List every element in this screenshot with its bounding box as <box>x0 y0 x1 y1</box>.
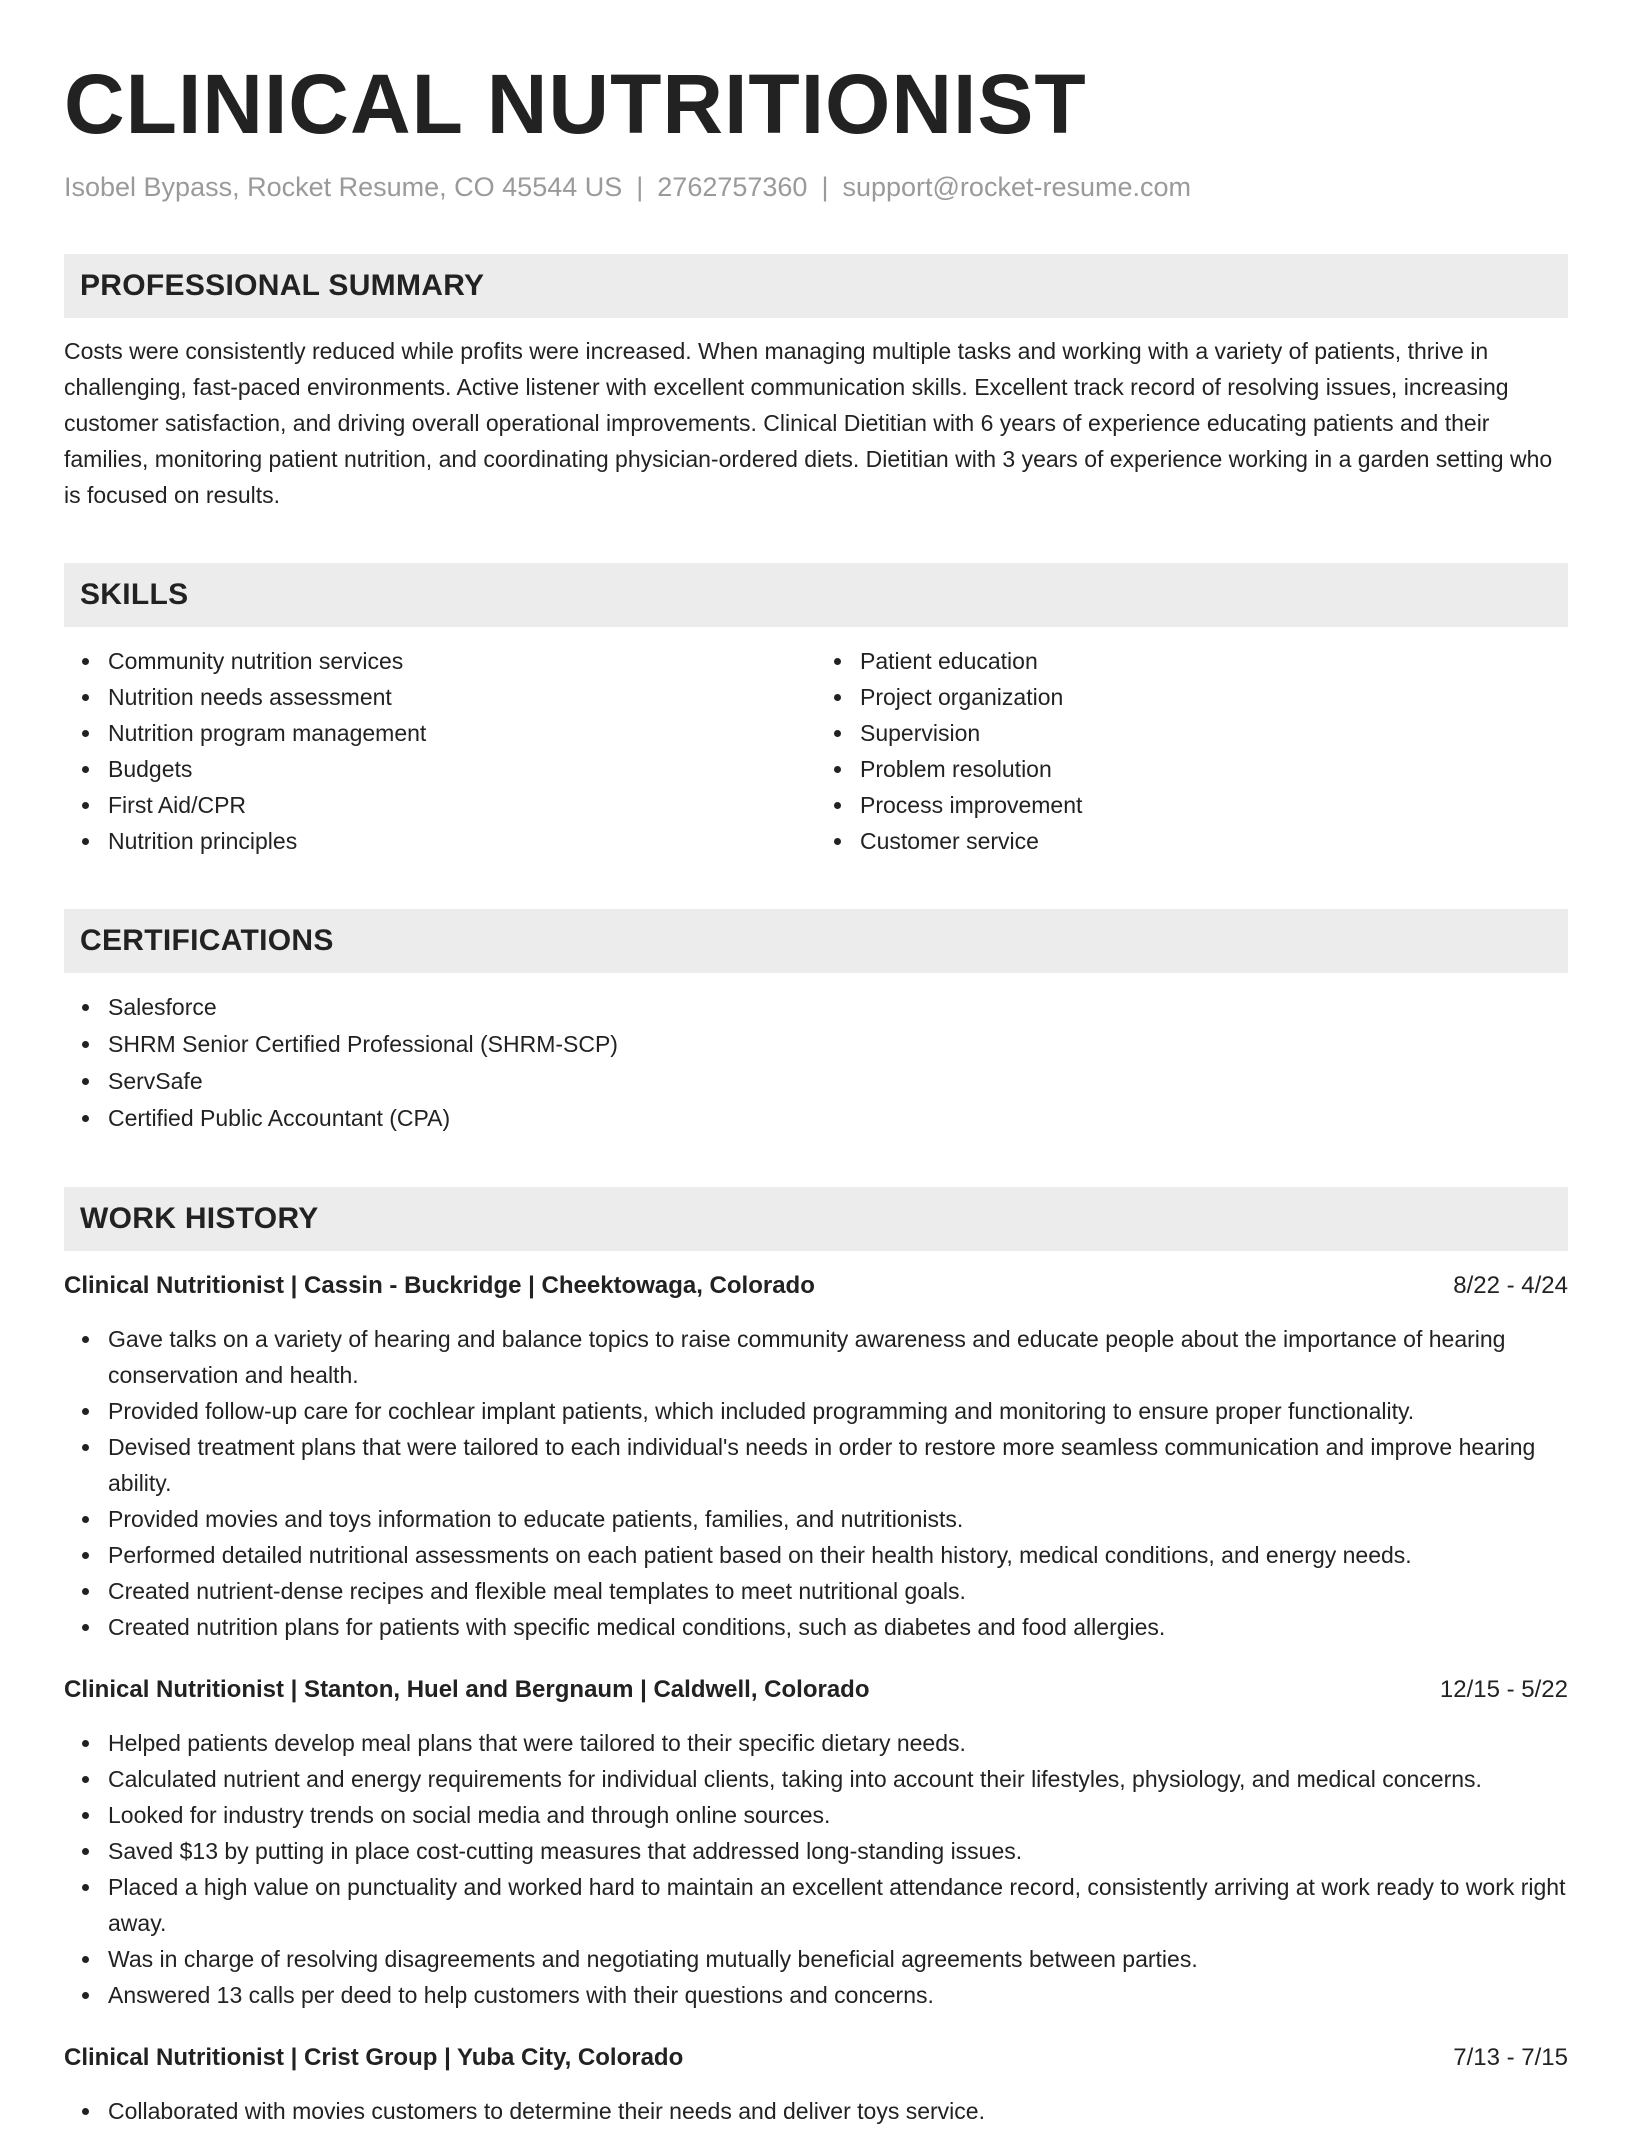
contact-line <box>64 170 1568 204</box>
job-bullet: Calculated nutrient and energy requirements for individual clients, taking into account their lifestyles, physiology, and medical concerns. <box>108 1761 1568 1797</box>
job-header <box>64 1269 1568 1303</box>
skill-item: First Aid/CPR <box>108 787 816 823</box>
contact-email: support@rocket-resume.com <box>842 172 1191 202</box>
skill-item: Process improvement <box>860 787 1568 823</box>
certification-item: Salesforce <box>108 989 1568 1026</box>
job-bullet: Collaborated with movies customers to determine their needs and deliver toys service. <box>108 2093 1568 2129</box>
job-header <box>64 2041 1568 2075</box>
job-title: Clinical Nutritionist | Cassin - Buckridge | Cheektowaga, Colorado <box>64 1272 815 1299</box>
skill-item: Nutrition needs assessment <box>108 679 816 715</box>
section-heading-skills: SKILLS <box>64 563 1568 627</box>
certification-item: SHRM Senior Certified Professional (SHRM-SCP) <box>108 1026 1568 1063</box>
contact-separator: | <box>636 172 644 202</box>
skills-list-left <box>64 643 816 859</box>
job-entry <box>64 2041 1568 2129</box>
job-title: Clinical Nutritionist | Stanton, Huel and Bergnaum | Caldwell, Colorado <box>64 1676 870 1703</box>
job-bullet: Performed detailed nutritional assessments on each patient based on their health history, medical conditions, and energy needs. <box>108 1537 1568 1573</box>
candidate-title: CLINICAL NUTRITIONIST <box>64 57 1087 151</box>
job-entry <box>64 1673 1568 2013</box>
contact-address: Isobel Bypass, Rocket Resume, CO 45544 US <box>64 172 623 202</box>
contact-phone: 2762757360 <box>657 172 808 202</box>
skill-item: Budgets <box>108 751 816 787</box>
certifications-list <box>64 989 1568 1137</box>
job-bullets <box>64 2093 1568 2129</box>
contact-separator: | <box>821 172 829 202</box>
skill-item: Patient education <box>860 643 1568 679</box>
job-bullet: Looked for industry trends on social media and through online sources. <box>108 1797 1568 1833</box>
skill-item: Customer service <box>860 823 1568 859</box>
job-bullet: Helped patients develop meal plans that were tailored to their specific dietary needs. <box>108 1725 1568 1761</box>
section-heading-work-history: WORK HISTORY <box>64 1187 1568 1251</box>
skills-columns <box>64 643 1568 859</box>
job-bullet: Answered 13 calls per deed to help customers with their questions and concerns. <box>108 1977 1568 2013</box>
job-header <box>64 1673 1568 1707</box>
job-bullets <box>64 1321 1568 1645</box>
job-title: Clinical Nutritionist | Crist Group | Yuba City, Colorado <box>64 2044 684 2071</box>
skill-item: Problem resolution <box>860 751 1568 787</box>
section-heading-certifications: CERTIFICATIONS <box>64 909 1568 973</box>
job-dates: 8/22 - 4/24 <box>1453 1272 1568 1299</box>
job-bullet: Was in charge of resolving disagreements and negotiating mutually beneficial agreements between parties. <box>108 1941 1568 1977</box>
job-bullet: Devised treatment plans that were tailored to each individual's needs in order to restore more seamless communication and improve hearing ability. <box>108 1429 1568 1501</box>
summary-text: Costs were consistently reduced while profits were increased. When managing multiple tasks and working with a variety of patients, thrive in challenging, fast-paced environments. Active listener with excellent communication skills. Excellent track record of resolving issues, increasing customer satisfaction, and driving overall operational improvements. Clinical Dietitian with 6 years of experience educating patients and their families, monitoring patient nutrition, and coordinating physician-ordered diets. Dietitian with 3 years of experience working in a garden setting who is focused on results. <box>64 338 1553 508</box>
job-bullets <box>64 1725 1568 2013</box>
job-bullet: Saved $13 by putting in place cost-cutting measures that addressed long-standing issues. <box>108 1833 1568 1869</box>
job-bullet: Created nutrient-dense recipes and flexible meal templates to meet nutritional goals. <box>108 1573 1568 1609</box>
certification-item: ServSafe <box>108 1063 1568 1100</box>
skill-item: Supervision <box>860 715 1568 751</box>
job-bullet: Provided movies and toys information to educate patients, families, and nutritionists. <box>108 1501 1568 1537</box>
job-bullet: Gave talks on a variety of hearing and balance topics to raise community awareness and educate people about the importance of hearing conservation and health. <box>108 1321 1568 1393</box>
skill-item: Nutrition principles <box>108 823 816 859</box>
work-history-list <box>64 1269 1568 2129</box>
skill-item: Community nutrition services <box>108 643 816 679</box>
skill-item: Project organization <box>860 679 1568 715</box>
job-bullet: Placed a high value on punctuality and worked hard to maintain an excellent attendance record, consistently arriving at work ready to work right away. <box>108 1869 1568 1941</box>
job-dates: 7/13 - 7/15 <box>1453 2044 1568 2071</box>
job-entry <box>64 1269 1568 1645</box>
skills-list-right <box>816 643 1568 859</box>
job-bullet: Created nutrition plans for patients with specific medical conditions, such as diabetes and food allergies. <box>108 1609 1568 1645</box>
section-heading-summary: PROFESSIONAL SUMMARY <box>64 254 1568 318</box>
skill-item: Nutrition program management <box>108 715 816 751</box>
certification-item: Certified Public Accountant (CPA) <box>108 1100 1568 1137</box>
job-dates: 12/15 - 5/22 <box>1439 1676 1568 1703</box>
job-bullet: Provided follow-up care for cochlear implant patients, which included programming and monitoring to ensure proper functionality. <box>108 1393 1568 1429</box>
